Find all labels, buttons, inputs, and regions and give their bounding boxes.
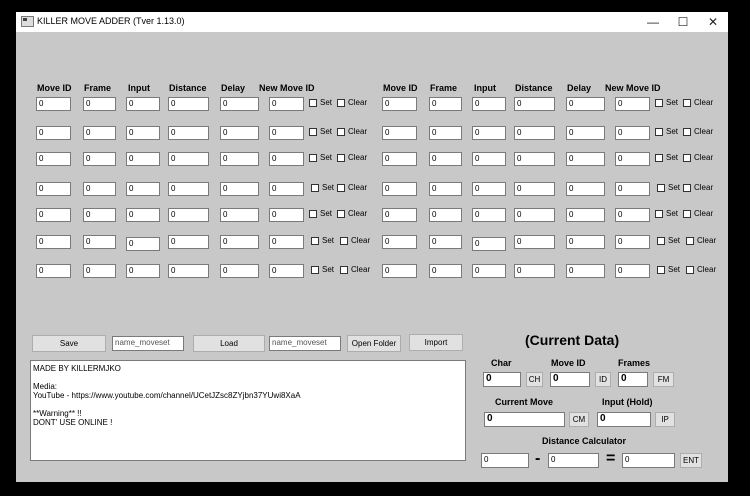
- set-label: Set: [666, 127, 679, 136]
- set-label: Set: [320, 209, 333, 218]
- char-field[interactable]: 0: [483, 372, 521, 387]
- move-cell-input[interactable]: 0: [220, 208, 259, 222]
- clear-label: Clear: [694, 183, 714, 192]
- move-cell-input[interactable]: 0: [168, 264, 209, 278]
- distance-result-field[interactable]: 0: [622, 453, 675, 468]
- open-folder-button[interactable]: Open Folder: [347, 335, 401, 352]
- move-cell-input[interactable]: 0: [429, 264, 462, 278]
- move-cell-input[interactable]: 0: [83, 208, 116, 222]
- set-checkbox[interactable]: [311, 266, 319, 274]
- move-cell-input[interactable]: 0: [220, 97, 259, 111]
- move-cell-input[interactable]: 0: [382, 152, 417, 166]
- move-cell-input[interactable]: 0: [566, 182, 605, 196]
- move-cell-input[interactable]: 0: [83, 235, 116, 249]
- move-cell-input[interactable]: 0: [472, 182, 506, 196]
- move-cell-input[interactable]: 0: [566, 126, 605, 140]
- move-id-field[interactable]: 0: [550, 372, 590, 387]
- input-hold-label: Input (Hold): [602, 397, 653, 407]
- move-cell-input[interactable]: 0: [429, 126, 462, 140]
- ent-button[interactable]: ENT: [680, 453, 702, 468]
- distance-a-field[interactable]: 0: [481, 453, 529, 468]
- set-label: Set: [322, 183, 335, 192]
- clear-label: Clear: [348, 127, 368, 136]
- char-button[interactable]: CH: [526, 372, 543, 387]
- move-cell-input[interactable]: 0: [36, 97, 71, 111]
- column-header: New Move ID: [605, 83, 661, 93]
- set-checkbox[interactable]: [309, 99, 317, 107]
- move-cell-input[interactable]: 0: [83, 182, 116, 196]
- move-cell-input[interactable]: 0: [36, 182, 71, 196]
- clear-label: Clear: [351, 236, 371, 245]
- move-cell-input[interactable]: 0: [126, 264, 160, 278]
- equals-sign: =: [606, 450, 616, 467]
- title-bar[interactable]: [16, 12, 728, 32]
- close-button[interactable]: ✕: [707, 15, 719, 29]
- move-cell-input[interactable]: 0: [429, 97, 462, 111]
- set-label: Set: [322, 265, 335, 274]
- clear-label: Clear: [694, 98, 714, 107]
- clear-checkbox[interactable]: [686, 237, 694, 245]
- clear-label: Clear: [348, 183, 368, 192]
- save-button[interactable]: Save: [32, 335, 106, 352]
- move-cell-input[interactable]: 0: [126, 152, 160, 166]
- set-checkbox[interactable]: [655, 154, 663, 162]
- move-cell-input[interactable]: 0: [83, 152, 116, 166]
- column-header: Move ID: [383, 83, 418, 93]
- move-cell-input[interactable]: 0: [168, 208, 209, 222]
- move-cell-input[interactable]: 0: [429, 182, 462, 196]
- move-cell-input[interactable]: 0: [566, 235, 605, 249]
- move-cell-input[interactable]: 0: [36, 235, 71, 249]
- column-header: Move ID: [37, 83, 72, 93]
- column-header: Input: [474, 83, 496, 93]
- move-cell-input[interactable]: 0: [269, 97, 304, 111]
- clear-label: Clear: [351, 265, 371, 274]
- move-cell-input[interactable]: 0: [566, 152, 605, 166]
- move-cell-input[interactable]: 0: [269, 208, 304, 222]
- frames-button[interactable]: FM: [653, 372, 674, 387]
- move-cell-input[interactable]: 0: [168, 126, 209, 140]
- import-button[interactable]: Import: [409, 334, 463, 351]
- move-id-button[interactable]: ID: [595, 372, 611, 387]
- clear-checkbox[interactable]: [686, 266, 694, 274]
- move-cell-input[interactable]: 0: [472, 97, 506, 111]
- move-cell-input[interactable]: 0: [514, 208, 555, 222]
- set-label: Set: [668, 236, 681, 245]
- move-cell-input[interactable]: 0: [126, 97, 160, 111]
- move-cell-input[interactable]: 0: [472, 126, 506, 140]
- clear-label: Clear: [348, 153, 368, 162]
- clear-checkbox[interactable]: [683, 210, 691, 218]
- minimize-button[interactable]: —: [647, 15, 659, 29]
- move-cell-input[interactable]: 0: [382, 182, 417, 196]
- current-move-button[interactable]: CM: [569, 412, 589, 427]
- move-cell-input[interactable]: 0: [269, 182, 304, 196]
- move-cell-input[interactable]: 0: [514, 182, 555, 196]
- move-cell-input[interactable]: 0: [566, 97, 605, 111]
- move-cell-input[interactable]: 0: [269, 235, 304, 249]
- current-move-field[interactable]: 0: [484, 412, 565, 427]
- clear-label: Clear: [694, 209, 714, 218]
- info-log[interactable]: MADE BY KILLERMJKO Media: YouTube - https://www.youtube.com/channel/UCetJZsc8ZYjbn37YUwi8XaA **Warning** !! DONT' USE ONLINE !: [30, 360, 466, 461]
- move-cell-input[interactable]: 0: [36, 152, 71, 166]
- move-cell-input[interactable]: 0: [615, 235, 650, 249]
- move-cell-input[interactable]: 0: [382, 126, 417, 140]
- move-cell-input[interactable]: 0: [126, 208, 160, 222]
- clear-checkbox[interactable]: [337, 184, 345, 192]
- move-cell-input[interactable]: 0: [220, 235, 259, 249]
- move-cell-input[interactable]: 0: [382, 264, 417, 278]
- clear-checkbox[interactable]: [337, 154, 345, 162]
- move-cell-input[interactable]: 0: [168, 235, 209, 249]
- clear-checkbox[interactable]: [340, 266, 348, 274]
- move-cell-input[interactable]: 0: [429, 235, 462, 249]
- clear-checkbox[interactable]: [337, 128, 345, 136]
- move-cell-input[interactable]: 0: [472, 264, 506, 278]
- move-cell-input[interactable]: 0: [429, 208, 462, 222]
- column-header: New Move ID: [259, 83, 315, 93]
- set-checkbox[interactable]: [655, 128, 663, 136]
- frames-label: Frames: [618, 358, 651, 368]
- set-label: Set: [668, 265, 681, 274]
- set-label: Set: [322, 236, 335, 245]
- move-cell-input[interactable]: 0: [36, 208, 71, 222]
- maximize-button[interactable]: ☐: [677, 15, 689, 29]
- move-cell-input[interactable]: 0: [615, 182, 650, 196]
- move-id-label: Move ID: [551, 358, 586, 368]
- move-cell-input[interactable]: 0: [220, 264, 259, 278]
- clear-checkbox[interactable]: [683, 128, 691, 136]
- input-hold-field[interactable]: 0: [597, 412, 651, 427]
- move-cell-input[interactable]: 0: [514, 152, 555, 166]
- clear-label: Clear: [348, 98, 368, 107]
- column-header: Frame: [430, 83, 458, 93]
- move-cell-input[interactable]: 0: [126, 182, 160, 196]
- move-cell-input[interactable]: 0: [514, 97, 555, 111]
- move-cell-input[interactable]: 0: [83, 97, 116, 111]
- set-checkbox[interactable]: [311, 184, 319, 192]
- clear-checkbox[interactable]: [683, 99, 691, 107]
- move-cell-input[interactable]: 0: [429, 152, 462, 166]
- column-header: Frame: [84, 83, 112, 93]
- move-cell-input[interactable]: 0: [615, 264, 650, 278]
- column-header: Delay: [567, 83, 592, 93]
- set-label: Set: [666, 153, 679, 162]
- move-cell-input[interactable]: 0: [269, 126, 304, 140]
- move-cell-input[interactable]: 0: [220, 152, 259, 166]
- clear-checkbox[interactable]: [683, 184, 691, 192]
- char-label: Char: [491, 358, 512, 368]
- set-checkbox[interactable]: [655, 210, 663, 218]
- set-label: Set: [666, 98, 679, 107]
- minus-sign: -: [535, 450, 541, 467]
- save-name-input[interactable]: name_moveset: [112, 336, 184, 351]
- move-cell-input[interactable]: 0: [269, 152, 304, 166]
- set-label: Set: [320, 153, 333, 162]
- current-data-heading: (Current Data): [525, 332, 620, 348]
- move-cell-input[interactable]: 0: [382, 208, 417, 222]
- move-cell-input[interactable]: 0: [83, 126, 116, 140]
- clear-label: Clear: [694, 127, 714, 136]
- clear-label: Clear: [697, 265, 717, 274]
- app-icon: [21, 16, 34, 27]
- column-header: Input: [128, 83, 150, 93]
- clear-checkbox[interactable]: [337, 99, 345, 107]
- set-label: Set: [320, 98, 333, 107]
- column-header: Delay: [221, 83, 246, 93]
- client-area: [16, 32, 728, 482]
- move-cell-input[interactable]: 0: [382, 235, 417, 249]
- move-cell-input[interactable]: 0: [566, 264, 605, 278]
- move-cell-input[interactable]: 0: [168, 182, 209, 196]
- move-cell-input[interactable]: 0: [382, 97, 417, 111]
- move-cell-input[interactable]: 0: [168, 152, 209, 166]
- set-checkbox[interactable]: [309, 128, 317, 136]
- move-cell-input[interactable]: 0: [514, 264, 555, 278]
- move-cell-input[interactable]: 0: [566, 208, 605, 222]
- move-cell-input[interactable]: 0: [126, 126, 160, 140]
- set-label: Set: [668, 183, 681, 192]
- clear-label: Clear: [697, 236, 717, 245]
- set-checkbox[interactable]: [311, 237, 319, 245]
- move-cell-input[interactable]: 0: [36, 264, 71, 278]
- set-label: Set: [666, 209, 679, 218]
- move-cell-input[interactable]: 0: [36, 126, 71, 140]
- move-cell-input[interactable]: 0: [220, 182, 259, 196]
- move-cell-input[interactable]: 0: [126, 237, 160, 251]
- set-checkbox[interactable]: [655, 99, 663, 107]
- move-cell-input[interactable]: 0: [220, 126, 259, 140]
- set-checkbox[interactable]: [657, 237, 665, 245]
- input-hold-button[interactable]: IP: [655, 412, 675, 427]
- move-cell-input[interactable]: 0: [472, 237, 506, 251]
- clear-checkbox[interactable]: [340, 237, 348, 245]
- distance-calc-heading: Distance Calculator: [542, 436, 627, 446]
- set-checkbox[interactable]: [657, 266, 665, 274]
- load-name-input[interactable]: name_moveset: [269, 336, 341, 351]
- app-window: [16, 12, 728, 482]
- current-move-label: Current Move: [495, 397, 554, 407]
- set-checkbox[interactable]: [309, 210, 317, 218]
- move-cell-input[interactable]: 0: [472, 152, 506, 166]
- move-cell-input[interactable]: 0: [83, 264, 116, 278]
- set-checkbox[interactable]: [657, 184, 665, 192]
- move-cell-input[interactable]: 0: [168, 97, 209, 111]
- clear-checkbox[interactable]: [683, 154, 691, 162]
- clear-label: Clear: [348, 209, 368, 218]
- column-header: Distance: [515, 83, 553, 93]
- frames-field[interactable]: 0: [618, 372, 648, 387]
- column-header: Distance: [169, 83, 207, 93]
- distance-b-field[interactable]: 0: [548, 453, 599, 468]
- set-checkbox[interactable]: [309, 154, 317, 162]
- set-label: Set: [320, 127, 333, 136]
- load-button[interactable]: Load: [193, 335, 265, 352]
- move-cell-input[interactable]: 0: [472, 208, 506, 222]
- clear-label: Clear: [694, 153, 714, 162]
- window-title: KILLER MOVE ADDER (Tver 1.13.0): [37, 16, 185, 26]
- move-cell-input[interactable]: 0: [615, 126, 650, 140]
- move-cell-input[interactable]: 0: [269, 264, 304, 278]
- move-cell-input[interactable]: 0: [514, 235, 555, 249]
- move-cell-input[interactable]: 0: [615, 152, 650, 166]
- move-cell-input[interactable]: 0: [615, 208, 650, 222]
- move-cell-input[interactable]: 0: [615, 97, 650, 111]
- move-cell-input[interactable]: 0: [514, 126, 555, 140]
- clear-checkbox[interactable]: [337, 210, 345, 218]
